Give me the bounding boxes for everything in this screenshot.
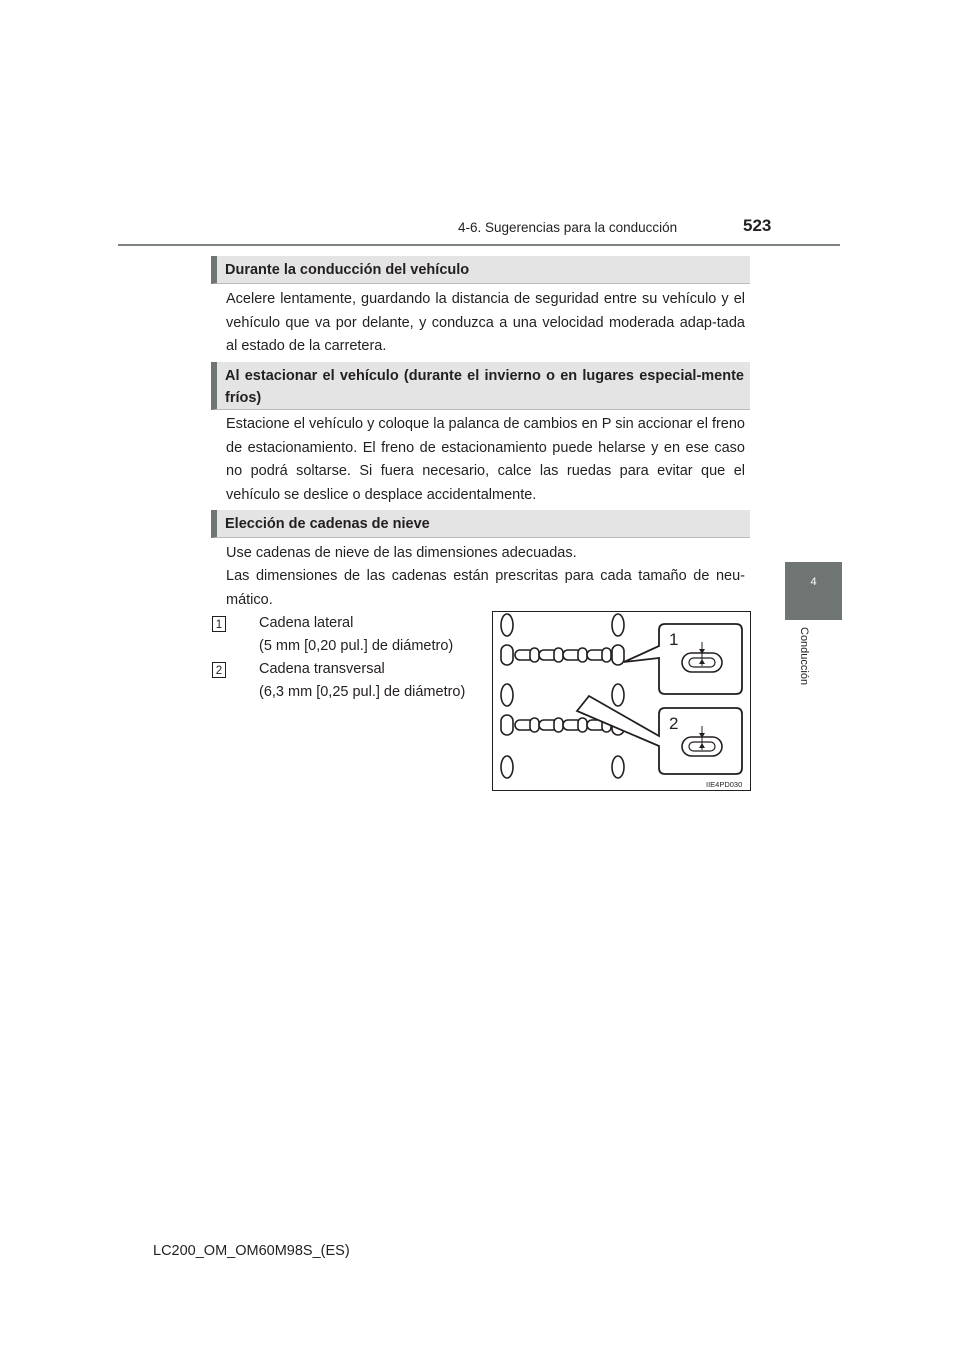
chain-item-detail: (6,3 mm [0,25 pul.] de diámetro) <box>259 684 466 700</box>
snow-chain-drawing <box>493 612 750 790</box>
callout-label-2: 2 <box>669 714 679 733</box>
chapter-number: 4 <box>810 576 817 588</box>
callout-label-1: 1 <box>669 630 679 649</box>
figure-code: IIE4PD030 <box>706 780 743 789</box>
driving-paragraph: Acelere lentamente, guardando la distancia de seguridad entre su vehículo y el vehículo que va por delante, y conduzca a una velocidad moderada adap-tada al estado de la carretera. <box>226 291 745 354</box>
snow-chains-paragraph-2: Las dimensiones de las cadenas están prescritas para cada tamaño de neu-mático. <box>226 568 745 608</box>
footer-doc-id: LC200_OM_OM60M98S_(ES) <box>153 1243 350 1259</box>
snow-chain-illustration <box>492 611 751 791</box>
page-number: 523 <box>743 216 772 235</box>
chain-item-text <box>259 612 453 658</box>
item-number-badge: 1 <box>212 616 226 632</box>
snow-chains-paragraph-1: Use cadenas de nieve de las dimensiones adecuadas. <box>226 545 577 561</box>
section-title: 4-6. Sugerencias para la conducción <box>458 220 678 235</box>
section-heading-parking: Al estacionar el vehículo (durante el invierno o en lugares especial-mente fríos) <box>211 362 750 410</box>
chain-item-detail: (5 mm [0,20 pul.] de diámetro) <box>259 638 454 654</box>
chapter-tab-block <box>785 562 842 620</box>
item-number-badge: 2 <box>212 662 226 678</box>
chain-item-text <box>259 658 465 704</box>
chapter-title: Conducción <box>798 627 810 686</box>
header-divider <box>118 244 840 246</box>
parking-paragraph: Estacione el vehículo y coloque la palanca de cambios en P sin accionar el freno de estacionamiento. El freno de estacionamiento puede helarse y en ese caso no podrá soltarse. Si fuera necesario, calce las ruedas para evitar que el vehículo se deslice o desplace accidentalmente. <box>226 416 745 503</box>
section-heading-snow-chains: Elección de cadenas de nieve <box>211 510 750 538</box>
chain-item-title: Cadena lateral <box>259 615 354 631</box>
section-heading-driving: Durante la conducción del vehículo <box>211 256 750 284</box>
chain-item-title: Cadena transversal <box>259 661 385 677</box>
chapter-label <box>798 627 812 702</box>
